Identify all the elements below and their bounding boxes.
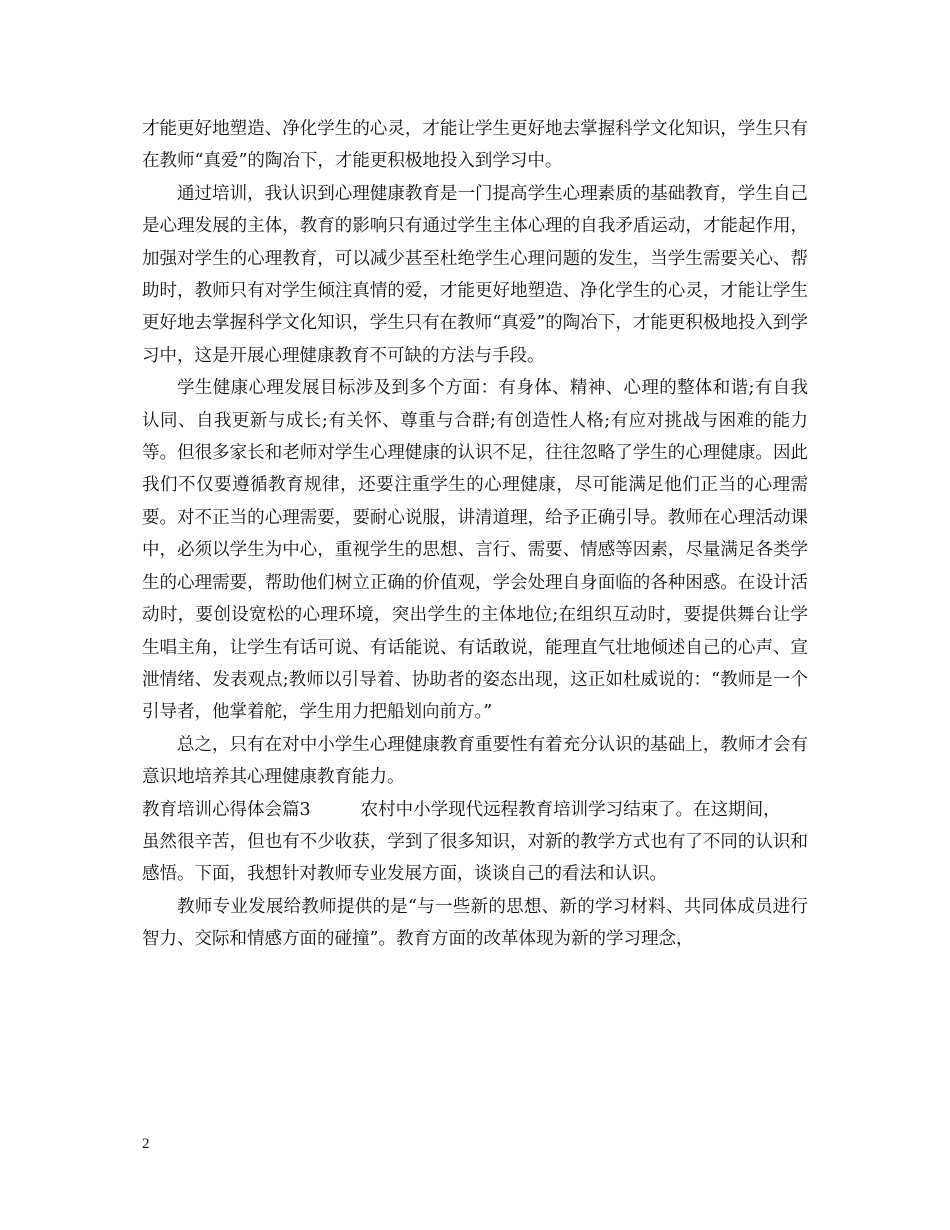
section-first-line [142, 794, 808, 826]
section-first-text: 农村中小学现代远程教育培训学习结束了。在这期间， [360, 799, 781, 820]
section-heading: 教育培训心得体会篇3 [142, 799, 311, 820]
body-text [142, 113, 808, 956]
paragraph-goals: 学生健康心理发展目标涉及到多个方面：有身体、精神、心理的整体和谐;有自我认同、自我更新与成长;有关怀、尊重与合群;有创造性人格;有应对挑战与困难的能力等。但很多家长和老师对学生心理健康的认识不足，往往忽略了学生的心理健康。因此我们不仅要遵循教育规律，还要注重学生的心理健康，尽可能满足他们正当的心理需要。对不正当的心理需要，要耐心说服，讲清道理，给予正确引导。教师在心理活动课中，必须以学生为中心，重视学生的思想、言行、需要、情感等因素，尽量满足各类学生的心理需要，帮助他们树立正确的价值观，学会处理自身面临的各种困惑。在设计活动时，要创设宽松的心理环境，突出学生的主体地位;在组织互动时，要提供舞台让学生唱主角，让学生有话可说、有话能说、有话敢说，能理直气壮地倾述自己的心声、宣泄情绪、发表观点;教师以引导着、协助者的姿态出现，这正如杜威说的：“教师是一个引导者，他掌着舵，学生用力把船划向前方。” [142, 378, 808, 723]
paragraph-professional-development: 教师专业发展给教师提供的是“与一些新的思想、新的学习材料、共同体成员进行智力、交际和情感方面的碰撞”。教育方面的改革体现为新的学习理念， [142, 896, 808, 950]
section-paragraph: 虽然很辛苦，但也有不少收获，学到了很多知识，对新的教学方式也有了不同的认识和感悟。下面，我想针对教师专业发展方面，谈谈自己的看法和认识。 [142, 831, 808, 885]
page-number: 2 [142, 1136, 150, 1152]
paragraph-continued: 才能更好地塑造、净化学生的心灵，才能让学生更好地去掌握科学文化知识，学生只有在教师“真爱”的陶冶下，才能更积极地投入到学习中。 [142, 119, 808, 172]
paragraph-conclusion: 总之，只有在对中小学生心理健康教育重要性有着充分认识的基础上，教师才会有意识地培养其心理健康教育能力。 [142, 734, 808, 788]
paragraph-training: 通过培训，我认识到心理健康教育是一门提高学生心理素质的基础教育，学生自己是心理发展的主体，教育的影响只有通过学生主体心理的自我矛盾运动，才能起作用，加强对学生的心理教育，可以减少甚至杜绝学生心理问题的发生，当学生需要关心、帮助时，教师只有对学生倾注真情的爱，才能更好地塑造、净化学生的心灵，才能让学生更好地去掌握科学文化知识，学生只有在教师“真爱”的陶冶下，才能更积极地投入到学习中，这是开展心理健康教育不可缺的方法与手段。 [142, 183, 808, 366]
